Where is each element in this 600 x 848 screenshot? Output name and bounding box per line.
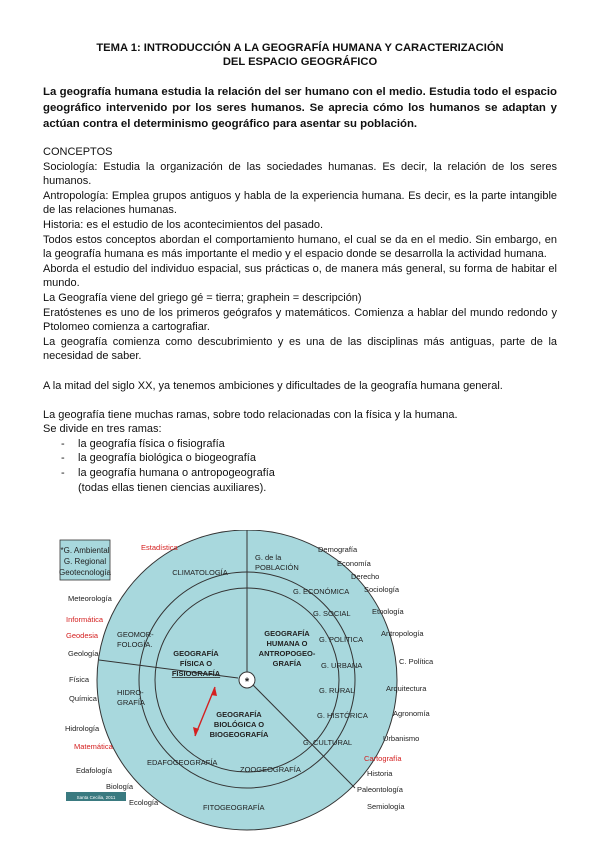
right-label-semiología: Semiología [367,802,405,811]
paragraph-antropologia: Antropología: Emplea grupos antiguos y habla de la experiencia humana. Es decir, es la parte intangible de las relaciones humanas. [43,189,557,217]
right-label-historia: Historia [367,769,393,778]
label-g-social: G. SOCIAL [313,609,351,618]
box-line-3: Geotecnología [58,568,112,577]
paragraph-descubrimiento: La geografía comienza como descubrimiento y es una de las disciplinas más antiguas, parte de la necesidad de saber. [43,335,557,363]
core-biologica-3: BIOGEOGRAFÍA [209,730,269,739]
right-label-c-política: C. Política [399,657,434,666]
geography-branches-diagram [55,530,550,835]
list-note: (todas ellas tienen ciencias auxiliares). [78,481,267,494]
left-label-ecología: Ecología [129,798,159,807]
label-g-rural: G. RURAL [319,686,355,695]
intro-paragraph: La geografía humana estudia la relación del ser humano con el medio. Estudia todo el espacio geográfico intervenido por los seres humanos. Se aprecia cómo los humanos se adaptan y actúan contra el determinismo geográfico para asentar su población. [43,86,557,130]
right-label-antropología: Antropología [381,629,424,638]
title-line-2: DEL ESPACIO GEOGRÁFICO [222,56,378,68]
box-line-1: *G. Ambiental [60,546,110,555]
label-fitogeografia: FITOGEOGRAFÍA [203,803,265,812]
label-g-urbana: G. URBANA [321,661,363,670]
right-label-paleontología: Paleontología [357,785,403,794]
label-g-politica: G. POLÍTICA [319,635,364,644]
right-label-etnología: Etnología [372,607,404,616]
label-g-poblacion-2: POBLACIÓN [255,563,299,572]
body-text [43,145,557,495]
box-line-2: G. Regional [63,557,107,566]
right-label-derecho: Derecho [351,572,380,581]
list-item: - la geografía física o fisiografía [61,437,225,450]
paragraph-divide: Se divide en tres ramas: [43,423,162,436]
core-fisica-3: FISIOGRAFÍA [171,669,221,678]
list-item: - la geografía humana o antropogeografía [61,467,275,480]
paragraph-ramas: La geografía tiene muchas ramas, sobre todo relacionadas con la física y la humana. [43,408,458,421]
label-g-historica: G. HISTÓRICA [317,711,368,720]
core-fisica-2: FÍSICA O [179,659,213,668]
left-label-biología: Biología [106,782,134,791]
label-zoogeografia: ZOOGEOGRAFÍA [240,765,301,774]
right-label-agronomía: Agronomía [393,709,430,718]
core-biologica-2: BIOLÓGICA O [213,720,265,729]
label-g-economica: G. ECONÓMICA [293,587,350,596]
label-geomor-2: FOLOGÍA. [117,640,153,649]
paragraph-historia: Historia: es el estudio de los acontecimientos del pasado. [43,218,324,231]
paragraph-conceptos: Todos estos conceptos abordan el comportamiento humano, el cual se da en el medio. Sin embargo, en la geografía humana es más importante el medio y el espacio donde se desarrolla la actividad humana. [43,233,557,261]
right-label-arquitectura: Arquitectura [386,684,427,693]
label-climatologia: CLIMATOLOGÍA [172,568,228,577]
paragraph-sociologia: Sociología: Estudia la organización de las sociedades humanas. Es decir, la relación de los seres humanos. [43,160,557,188]
left-label-matemática: Matemática [74,742,113,751]
conceptos-heading: CONCEPTOS [43,146,113,158]
center-mark: * [244,676,250,688]
paragraph-siglo-xx: A la mitad del siglo XX, ya tenemos ambiciones y dificultades de la geografía humana general. [43,379,503,392]
left-label-física: Física [69,675,90,684]
credit-text: Santa Cecilia, 2011 [76,795,116,800]
left-label-hidrología: Hidrología [65,724,100,733]
core-fisica-1: GEOGRAFÍA [173,649,219,658]
right-label-sociología: Sociología [364,585,400,594]
paragraph-eratostenes: Eratóstenes es uno de los primeros geógrafos y matemáticos. Comienza a hablar del mundo redondo y Ptolomeo comienza a cartografiar. [43,306,557,334]
left-label-estadística: Estadística [141,543,178,552]
label-hidro-2: GRAFÍA [117,698,145,707]
left-label-geología: Geología [68,649,99,658]
document-title [40,41,560,69]
label-hidro-1: HIDRO- [117,688,144,697]
core-biologica-1: GEOGRAFÍA [216,710,262,719]
right-label-demografía: Demografía [318,545,358,554]
right-label-economía: Economía [337,559,371,568]
left-label-geodesia: Geodesia [66,631,99,640]
title-line-1: TEMA 1: INTRODUCCIÓN A LA GEOGRAFÍA HUMANA Y CARACTERIZACIÓN [96,42,504,54]
label-edafogeografia: EDAFOGEOGRAFÍA [147,758,218,767]
right-label-urbanismo: Urbanismo [383,734,420,743]
left-label-edafología: Edafología [76,766,112,775]
paragraph-individuo: Aborda el estudio del individuo espacial, sus prácticas o, de manera más general, su forma de habitar el mundo. [43,262,557,290]
right-label-cartografía: Cartografía [364,754,402,763]
core-humana-3: ANTROPOGEO- [258,649,316,658]
branches-list [43,437,557,495]
label-g-cultural: G. CULTURAL [303,738,353,747]
paragraph-etimologia: La Geografía viene del griego gé = tierra; graphein = descripción) [43,291,362,304]
list-item: - la geografía biológica o biogeografía [61,452,256,465]
label-g-poblacion-1: G. de la [255,553,282,562]
core-humana-2: HUMANA O [266,639,308,648]
core-humana-4: GRAFÍA [272,659,302,668]
left-label-informática: Informática [66,615,104,624]
left-label-meteorología: Meteorología [68,594,112,603]
left-label-química: Química [69,694,97,703]
label-geomor-1: GEOMOR- [117,630,154,639]
core-humana-1: GEOGRAFÍA [264,629,310,638]
